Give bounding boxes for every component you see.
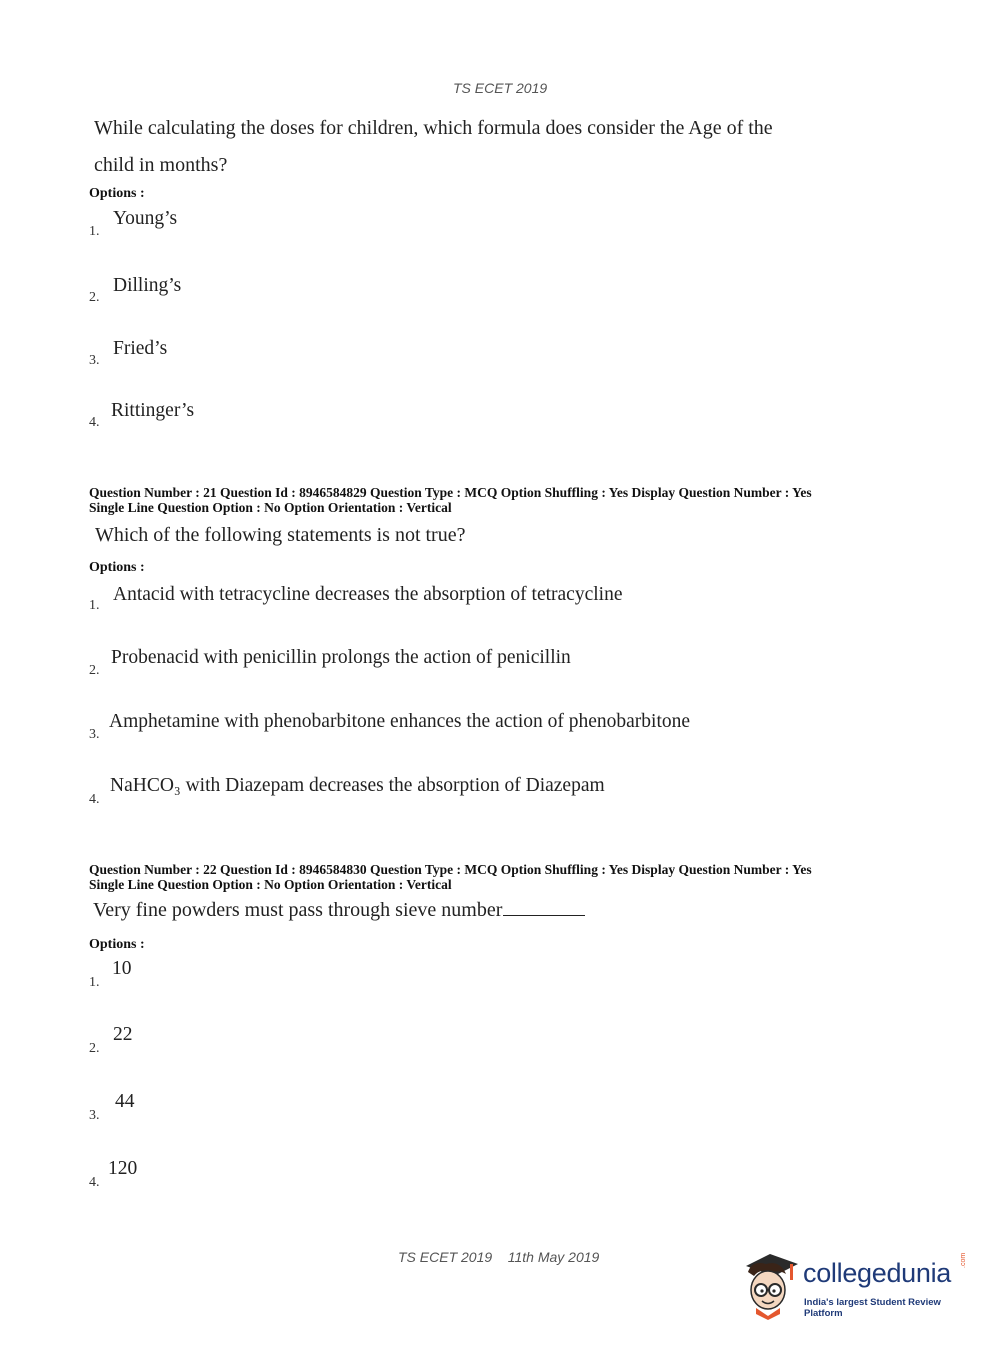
- option-number: 4.: [89, 792, 100, 807]
- option-text[interactable]: Antacid with tetracycline decreases the absorption of tetracycline: [113, 584, 623, 605]
- question-text-line-2: child in months?: [94, 154, 228, 176]
- mascot-icon: [740, 1250, 802, 1322]
- page-footer: [398, 1249, 599, 1265]
- logo-tagline: India's largest Student Review Platform: [804, 1297, 941, 1319]
- option-text[interactable]: Probenacid with penicillin prolongs the action of penicillin: [111, 647, 571, 668]
- option-number: 1.: [89, 975, 100, 990]
- option-number: 1.: [89, 598, 100, 613]
- question-meta-line-2: Single Line Question Option : No Option Orientation : Vertical: [89, 877, 452, 892]
- logo-wordmark: collegedunia: [803, 1258, 952, 1288]
- options-label: Options :: [89, 560, 145, 575]
- option-text[interactable]: Rittinger’s: [111, 400, 195, 421]
- question-text-content: Very fine powders must pass through sieve number: [93, 899, 503, 921]
- option-text[interactable]: Amphetamine with phenobarbitone enhances the action of phenobarbitone: [109, 711, 691, 732]
- option-text[interactable]: 10: [112, 958, 132, 979]
- option-text[interactable]: Dilling’s: [113, 275, 182, 296]
- option-text[interactable]: Young’s: [113, 208, 178, 229]
- logo-suffix: .com: [960, 1252, 967, 1268]
- question-text: Which of the following statements is not true?: [95, 524, 466, 546]
- option-number: 4.: [89, 415, 100, 430]
- question-meta-line-1: Question Number : 22 Question Id : 8946584830 Question Type : MCQ Option Shuffling : Yes Display Question Number : Yes: [89, 862, 812, 877]
- option-number: 3.: [89, 1108, 100, 1123]
- answer-blank: [503, 915, 585, 916]
- question-text: [93, 899, 585, 922]
- option-number: 1.: [89, 224, 100, 239]
- option-text[interactable]: 120: [108, 1158, 138, 1179]
- option-number: 3.: [89, 353, 100, 368]
- option-number: 2.: [89, 663, 100, 678]
- options-label: Options :: [89, 186, 145, 201]
- question-text-line-1: While calculating the doses for children, which formula does consider the Age of the: [94, 117, 773, 139]
- page-header: TS ECET 2019: [453, 80, 548, 96]
- question-meta-line-1: Question Number : 21 Question Id : 8946584829 Question Type : MCQ Option Shuffling : Yes Display Question Number : Yes: [89, 485, 812, 500]
- collegedunia-logo[interactable]: [740, 1250, 970, 1322]
- footer-exam: TS ECET 2019: [398, 1249, 493, 1265]
- question-meta-line-2: Single Line Question Option : No Option Orientation : Vertical: [89, 500, 452, 515]
- footer-date: 11th May 2019: [507, 1249, 600, 1265]
- option-number: 2.: [89, 1041, 100, 1056]
- option-number: 2.: [89, 290, 100, 305]
- option-number: 3.: [89, 727, 100, 742]
- option-text[interactable]: Fried’s: [113, 338, 168, 359]
- option-number: 4.: [89, 1175, 100, 1190]
- option-text[interactable]: 44: [115, 1091, 135, 1112]
- options-label: Options :: [89, 937, 145, 952]
- option-text[interactable]: NaHCO₃ with Diazepam decreases the absorption of Diazepam: [110, 775, 605, 796]
- option-text[interactable]: 22: [113, 1024, 133, 1045]
